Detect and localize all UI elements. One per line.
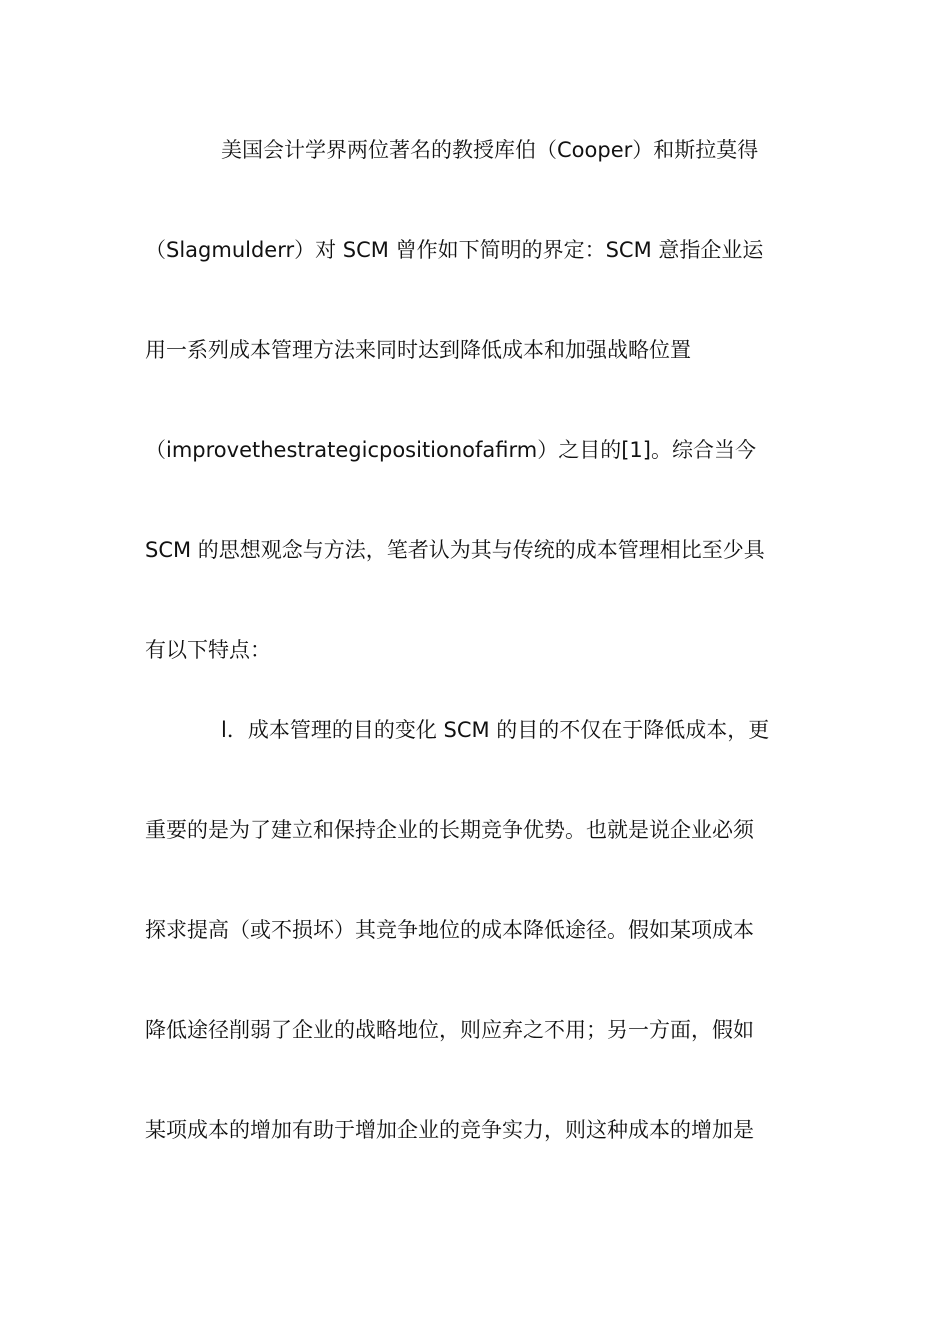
paragraph-2-line-4: 降低途径削弱了企业的战略地位，则应弃之不用；另一方面，假如: [145, 1018, 754, 1042]
paragraph-1-line-6: 有以下特点：: [145, 638, 271, 662]
paragraph-1-line-2: （Slagmulderr）对 SCM 曾作如下简明的界定：SCM 意指企业运: [145, 238, 764, 262]
paragraph-1-line-4: （improvethestrategicpositionofafirm）之目的[1]。综合当今: [145, 438, 756, 462]
paragraph-1-line-1: 美国会计学界两位著名的教授库伯（Cooper）和斯拉莫得: [221, 138, 759, 162]
paragraph-1-line-5: SCM 的思想观念与方法，笔者认为其与传统的成本管理相比至少具: [145, 538, 765, 562]
paragraph-2-line-2: 重要的是为了建立和保持企业的长期竞争优势。也就是说企业必须: [145, 818, 754, 842]
paragraph-2-line-1: l．成本管理的目的变化 SCM 的目的不仅在于降低成本，更: [221, 718, 770, 742]
paragraph-2-line-3: 探求提高（或不损坏）其竞争地位的成本降低途径。假如某项成本: [145, 918, 754, 942]
paragraph-1-line-3: 用一系列成本管理方法来同时达到降低成本和加强战略位置: [145, 338, 691, 362]
paragraph-2-line-5: 某项成本的增加有助于增加企业的竞争实力，则这种成本的增加是: [145, 1118, 754, 1142]
